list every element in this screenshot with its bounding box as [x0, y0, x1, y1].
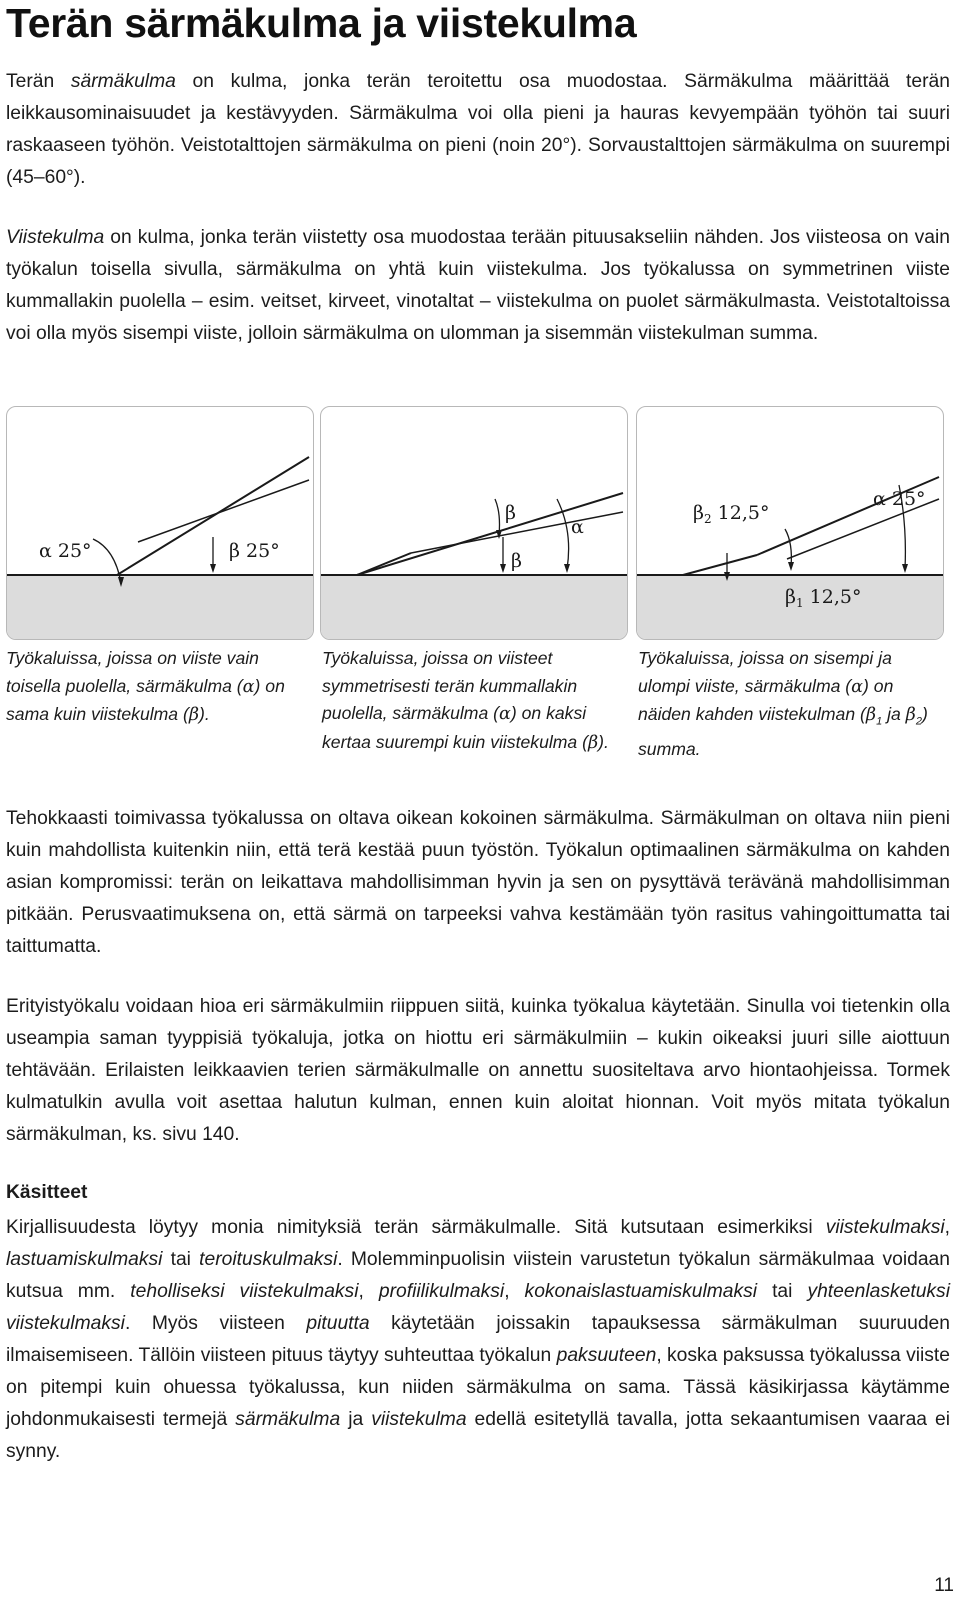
- text-run: 1: [876, 715, 883, 728]
- beta-top-arc: [495, 499, 500, 535]
- caption-double-bevel: [322, 645, 622, 757]
- page-title: Terän särmäkulma ja viistekulma: [6, 0, 637, 46]
- beta2-label: $\beta_2$ 12,5°: [693, 502, 770, 526]
- text-run: ja: [882, 704, 906, 724]
- intro-paragraph-1: [6, 66, 950, 194]
- text-run: ) on näiden kahden viistekulman (: [638, 675, 894, 724]
- beta-arrowhead: [210, 564, 216, 573]
- text-run: ).: [199, 704, 210, 724]
- workpiece-surface: [321, 575, 627, 639]
- body-paragraph-2: [6, 991, 950, 1151]
- blade-edge-top: [138, 480, 309, 542]
- text-run: on kulma, jonka terän teroitettu osa muodostaa. Särmäkulma määrittää terän leikkausominaisuudet ja kestävyyden. Särmäkulma voi olla pieni ja hauras kevyempään työhön tai suuri raskaaseen työhön. Veistotalttojen särmäkulma on pieni (noin 20°). Sorvaustalttojen särmäkulma on suurempi (45–60°).: [6, 71, 950, 188]
- text-run: Terän: [6, 71, 71, 92]
- caption-inner-outer-bevel: [638, 645, 938, 764]
- text-run: särmäkulma: [235, 1409, 341, 1430]
- text-run: ,: [358, 1281, 379, 1302]
- beta-label: β 25°: [229, 540, 280, 562]
- double-bevel-drawing: [321, 407, 627, 639]
- alpha-label: α 25°: [873, 488, 926, 510]
- text-run: β: [865, 705, 877, 725]
- body-paragraph-1: [6, 803, 950, 963]
- alpha-label: α 25°: [39, 540, 92, 562]
- text-run: profiilikulmaksi: [378, 1281, 505, 1302]
- text-run: ,: [504, 1281, 525, 1302]
- text-run: Työkaluissa, joissa on sisempi ja ulompi viiste, särmäkulma (: [638, 648, 892, 696]
- text-run: α: [851, 676, 864, 697]
- diagram-double-bevel: [320, 406, 628, 640]
- beta2-arc: [785, 529, 791, 567]
- text-run: β: [587, 732, 599, 753]
- alpha-arrowhead: [564, 564, 570, 573]
- text-run: ) summa.: [638, 704, 928, 760]
- blade-bevel-top: [357, 553, 411, 575]
- text-run: β: [905, 705, 916, 725]
- text-run: Erityistyökalu voidaan hioa eri särmäkulmiin riippuen siitä, kuinka työkalua käytetään. Sinulla voi tietenkin olla useampia saman tyyppisiä työkaluja, jotka on hiottu eri särmäkulmiin – kukin oikeaksi juuri sille aiottuun tehtävään. Erilaisten leikkaavien terien särmäkulmalle on annettu suositeltava arvo hiontaohjeissa. Tormek kulmatulkin avulla voit asettaa halutun kulman, ennen kuin aloitat hionnan. Voit myös mitata työkalun särmäkulman, ks. sivu 140.: [6, 996, 950, 1145]
- inner-outer-bevel-drawing: [637, 407, 943, 639]
- text-run: ,: [944, 1217, 950, 1238]
- text-run: tai: [757, 1281, 808, 1302]
- inner-bevel: [683, 555, 757, 575]
- beta-bottom-label: β: [511, 550, 522, 572]
- text-run: Työkaluissa, joissa on viiste vain toisella puolella, särmäkulma (: [6, 648, 259, 696]
- text-run: β: [188, 705, 200, 725]
- text-run: ja: [340, 1409, 372, 1430]
- text-run: särmäkulma: [70, 71, 176, 92]
- text-run: lastuamiskulmaksi: [6, 1249, 163, 1270]
- text-run: ) on sama kuin viistekulma (: [6, 675, 285, 724]
- text-run: Kirjallisuudesta löytyy monia nimityksiä terän särmäkulmalle. Sitä kutsutaan esimerkiksi: [6, 1217, 826, 1238]
- alpha-arrowhead: [902, 564, 908, 573]
- beta1-label: $\beta_1$ 12,5°: [785, 586, 862, 610]
- diagram-inner-outer-bevel: [636, 406, 944, 640]
- text-run: viistekulmaksi: [825, 1217, 945, 1238]
- text-run: , koska paksussa työkalussa viiste on pitempi kuin ohuessa työkalussa, kun niiden särmäkulma on sama. Tässä käsikirjassa käytämme johdonmukaisesti termejä: [6, 1345, 950, 1430]
- text-run: edellä esitetyllä tavalla, jotta sekaantumisen vaaraa ei synny.: [6, 1409, 950, 1462]
- text-run: . Molemminpuolisin viistein varustetun työkalun särmäkulmaa voidaan kutsua mm.: [6, 1249, 951, 1302]
- text-run: ).: [598, 731, 609, 752]
- page-number: 11: [934, 1575, 954, 1596]
- text-run: α: [242, 676, 255, 697]
- text-run: on kulma, jonka terän viistetty osa muodostaa terään pituusakseliin nähden. Jos viisteosa on vain työkalun toisella sivulla, särmäkulma on yhtä kuin viistekulma. Jos työkalussa on symmetrinen viiste kummallakin puolella – esim. veitset, kirveet, vinotaltat – viistekulma on puolet särmäkulmasta. Veistotaltoissa voi olla myös sisempi viiste, jolloin särmäkulma on ulomman ja sisemmän viistekulman summa.: [6, 227, 950, 344]
- text-run: käytetään joissakin tapauksessa särmäkulman suuruuden ilmaisemiseen. Tällöin viisteen pituus täytyy suhteuttaa työkalun: [6, 1313, 951, 1366]
- beta-bottom-arrowhead: [500, 564, 506, 573]
- text-run: 2: [915, 715, 922, 728]
- beta-top-label: β: [505, 502, 516, 524]
- diagram-single-bevel: [6, 406, 314, 640]
- text-run: paksuuteen: [556, 1345, 657, 1366]
- alpha-label: α: [571, 516, 584, 538]
- single-bevel-drawing: [7, 407, 313, 639]
- text-run: tai: [162, 1249, 200, 1270]
- text-run: α: [499, 704, 511, 724]
- beta2-arrowhead: [788, 562, 794, 571]
- text-run: Viistekulma: [6, 227, 105, 248]
- text-run: teholliseksi viistekulmaksi: [130, 1281, 359, 1302]
- section-heading: Käsitteet: [6, 1182, 88, 1203]
- caption-single-bevel: [6, 645, 306, 730]
- body-paragraph-3: [6, 1212, 950, 1468]
- text-run: Tehokkaasti toimivassa työkalussa on oltava oikean kokoinen särmäkulma. Särmäkulman on oltava niin pieni kuin mahdollista kuitenkin niin, että terä kestää puun työstön. Työkalun optimaalinen särmäkulma on kahden asian kompromissi: terän on leikattava mahdollisimman hyvin ja sen on pysyttävä terävänä mahdollisimman pitkään. Perusvaatimuksena on, että särmä on tarpeeksi vahva kestämään työn rasitus vahingoittumatta tai taittumatta.: [6, 808, 950, 957]
- text-run: yhteenlasketuksi viistekulmaksi: [6, 1281, 950, 1334]
- text-run: pituutta: [306, 1313, 370, 1334]
- beta-top-arrowhead: [496, 530, 502, 539]
- text-run: kokonaislastuamiskulmaksi: [524, 1281, 758, 1302]
- text-run: viistekulma: [371, 1409, 467, 1430]
- text-run: . Myös viisteen: [124, 1313, 307, 1334]
- intro-paragraph-2: [6, 222, 950, 350]
- workpiece-surface: [7, 575, 313, 639]
- text-run: Työkaluissa, joissa on viisteet symmetrisesti terän kummallakin puolella, särmäkulma (: [322, 648, 578, 723]
- blade-edge-top: [411, 512, 623, 553]
- text-run: ) on kaksi kertaa suurempi kuin viistekulma (: [322, 703, 588, 752]
- text-run: teroituskulmaksi: [199, 1249, 338, 1270]
